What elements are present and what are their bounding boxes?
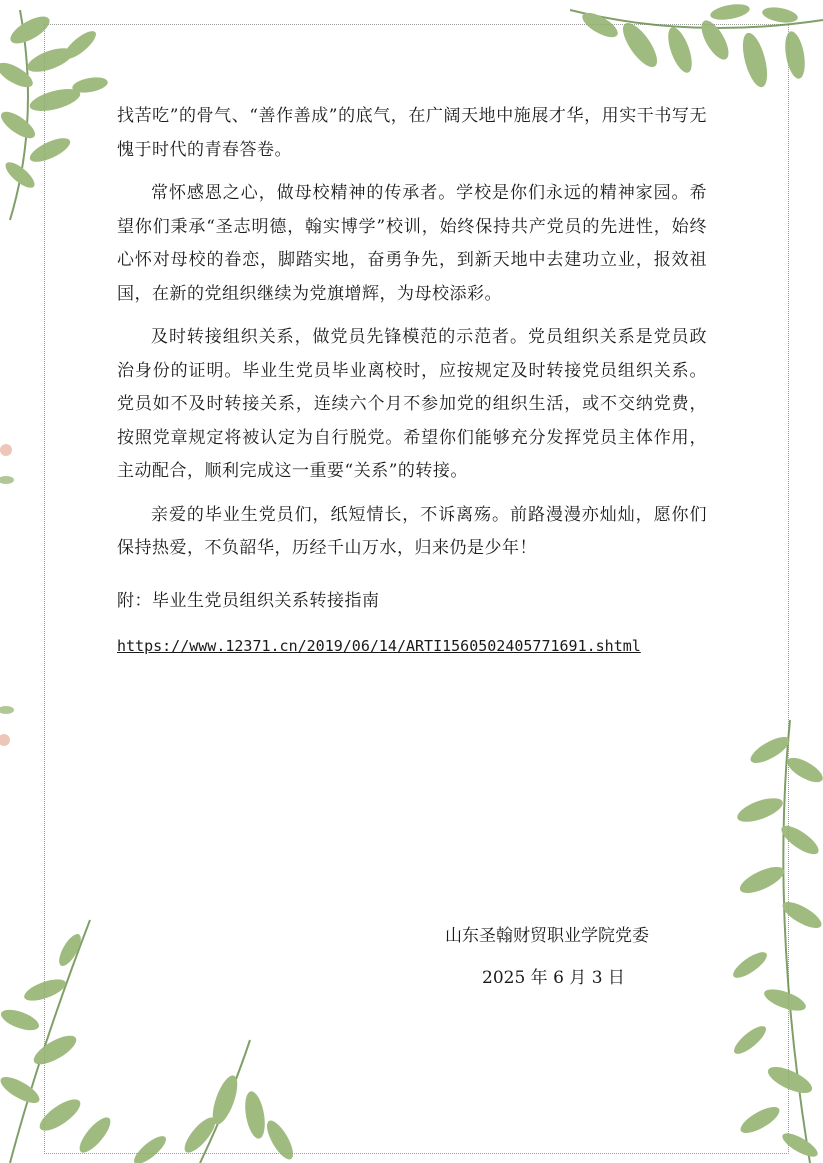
signature-date: 2025 年 6 月 3 日 [482, 968, 625, 988]
appendix-label: 附：毕业生党员组织关系转接指南 [117, 590, 380, 611]
letter-body [117, 100, 707, 664]
signature-organization: 山东圣翰财贸职业学院党委 [445, 926, 649, 946]
flower-decoration-left-edge [0, 420, 20, 760]
paragraph-3: 及时转接组织关系，做党员先锋模范的示范者。党员组织关系是党员政治身份的证明。毕业生党员毕业离校时，应按规定及时转接党员组织关系。党员如不及时转接关系，连续六个月不参加党的组织生活，或不交纳党费，按照党章规定将被认定为自行脱党。希望你们能够充分发挥党员主体作用，主动配合，顺利完成这一重要“关系”的转接。 [117, 327, 707, 481]
paragraph-4: 亲爱的毕业生党员们，纸短情长，不诉离殇。前路漫漫亦灿灿，愿你们保持热爱，不负韶华，历经千山万水，归来仍是少年！ [117, 504, 707, 558]
paragraph-2: 常怀感恩之心，做母校精神的传承者。学校是你们永远的精神家园。希望你们秉承“圣志明德，翰实博学”校训，始终保持共产党员的先进性，始终心怀对母校的眷恋，脚踏实地，奋勇争先，到新天地中去建功立业，报效祖国，在新的党组织继续为党旗增辉，为母校添彩。 [117, 183, 707, 304]
appendix-section [117, 585, 707, 664]
paragraph-1: 找苦吃”的骨气、“善作善成”的底气，在广阔天地中施展才华，用实干书写无愧于时代的青春答卷。 [117, 106, 707, 160]
appendix-link[interactable]: https://www.12371.cn/2019/06/14/ARTI1560502405771691.shtml [117, 637, 641, 655]
